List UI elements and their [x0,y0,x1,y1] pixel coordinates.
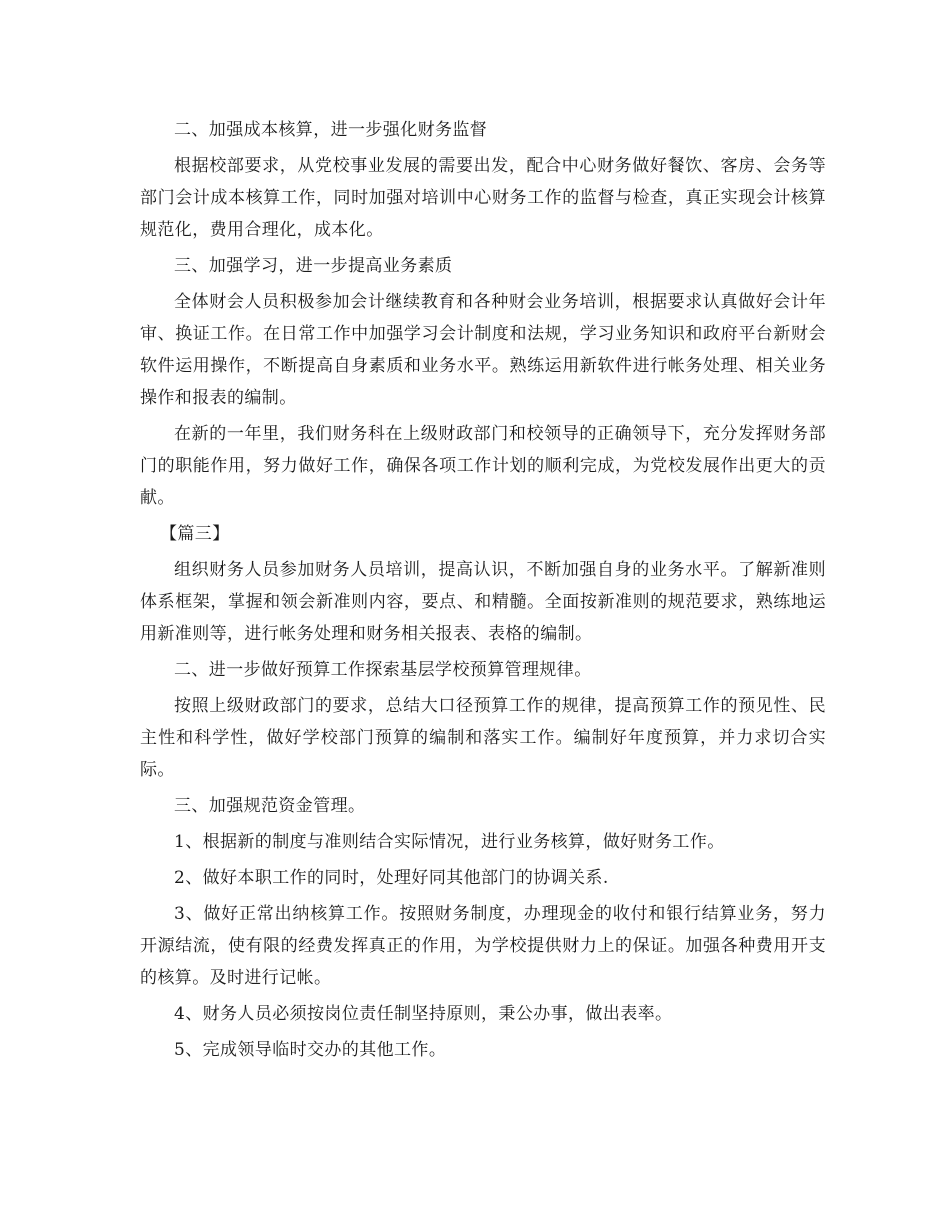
paragraph-new-year: 在新的一年里，我们财务科在上级财政部门和校领导的正确领导下，充分发挥财务部门的职能作用，努力做好工作，确保各项工作计划的顺利完成，为党校发展作出更大的贡献。 [140,424,826,508]
list-item-4: 4、财务人员必须按岗位责任制坚持原则，秉公办事，做出表率。 [174,1004,673,1024]
section-title-part-three: 【篇三】 [160,524,230,544]
list-item-3: 3、做好正常出纳核算工作。按照财务制度，办理现金的收付和银行结算业务，努力开源结流，使有限的经费发挥真正的作用，为学校提供财力上的保证。加强各种费用开支的核算。及时进行记帐。 [140,904,826,988]
section-heading-cost-accounting: 二、加强成本核算，进一步强化财务监督 [174,120,488,140]
list-item-5: 5、完成领导临时交办的其他工作。 [174,1040,447,1060]
list-item-1: 1、根据新的制度与准则结合实际情况，进行业务核算，做好财务工作。 [174,832,725,852]
list-item-2: 2、做好本职工作的同时，处理好同其他部门的协调关系. [174,868,609,888]
paragraph-study: 全体财会人员积极参加会计继续教育和各种财会业务培训，根据要求认真做好会计年审、换证工作。在日常工作中加强学习会计制度和法规，学习业务知识和政府平台新财会软件运用操作，不断提高自身素质和业务水平。熟练运用新软件进行帐务处理、相关业务操作和报表的编制。 [140,292,826,408]
paragraph-budget: 按照上级财政部门的要求，总结大口径预算工作的规律，提高预算工作的预见性、民主性和科学性，做好学校部门预算的编制和落实工作。编制好年度预算，并力求切合实际。 [140,696,826,780]
section-heading-budget: 二、进一步做好预算工作探索基层学校预算管理规律。 [174,660,592,680]
paragraph-cost-accounting: 根据校部要求，从党校事业发展的需要出发，配合中心财务做好餐饮、客房、会务等部门会计成本核算工作，同时加强对培训中心财务工作的监督与检查，真正实现会计核算规范化，费用合理化，成本化。 [140,156,826,240]
document-body [140,114,826,1070]
paragraph-training: 组织财务人员参加财务人员培训，提高认识，不断加强自身的业务水平。了解新准则体系框架，掌握和领会新准则内容，要点、和精髓。全面按新准则的规范要求，熟练地运用新准则等，进行帐务处理和财务相关报表、表格的编制。 [140,560,826,644]
section-heading-study: 三、加强学习，进一步提高业务素质 [174,256,453,276]
section-heading-fund-management: 三、加强规范资金管理。 [174,796,366,816]
